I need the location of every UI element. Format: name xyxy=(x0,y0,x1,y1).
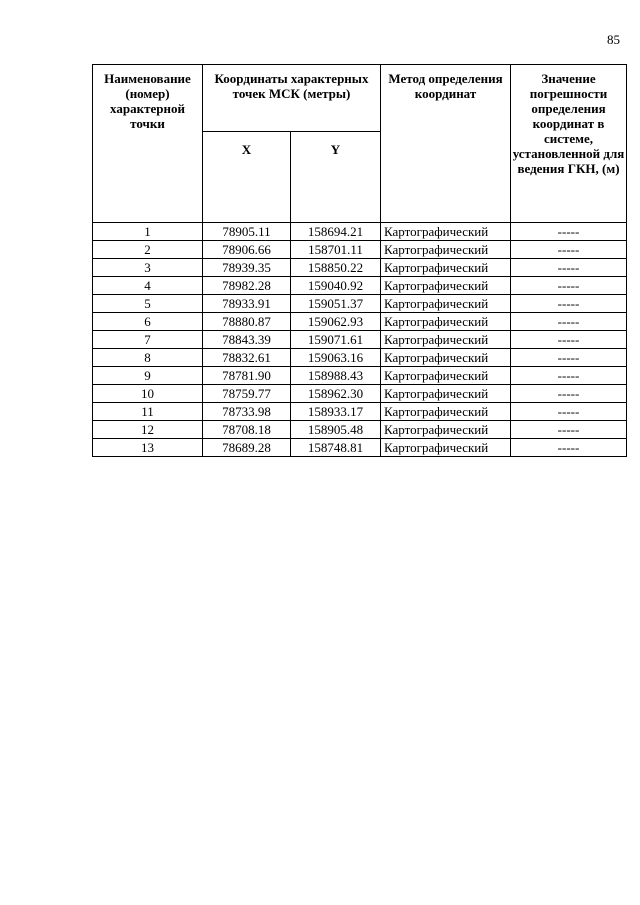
cell-x: 78733.98 xyxy=(203,403,291,421)
table-row xyxy=(93,439,627,457)
table-row xyxy=(93,403,627,421)
cell-x: 78906.66 xyxy=(203,241,291,259)
header-error: Значение погрешности определения координат в системе, установленной для ведения ГКН, (м) xyxy=(511,65,627,223)
cell-point-number: 13 xyxy=(93,439,203,457)
cell-y: 158933.17 xyxy=(291,403,381,421)
cell-point-number: 2 xyxy=(93,241,203,259)
cell-point-number: 9 xyxy=(93,367,203,385)
cell-point-number: 3 xyxy=(93,259,203,277)
header-point-name: Наименование (номер) характерной точки xyxy=(93,65,203,223)
cell-error: ----- xyxy=(511,349,627,367)
cell-x: 78689.28 xyxy=(203,439,291,457)
cell-error: ----- xyxy=(511,367,627,385)
cell-y: 158962.30 xyxy=(291,385,381,403)
cell-method: Картографический xyxy=(381,403,511,421)
cell-error: ----- xyxy=(511,313,627,331)
cell-method: Картографический xyxy=(381,421,511,439)
table-row xyxy=(93,385,627,403)
header-x: X xyxy=(203,132,291,223)
cell-error: ----- xyxy=(511,223,627,241)
cell-method: Картографический xyxy=(381,295,511,313)
cell-error: ----- xyxy=(511,277,627,295)
table-header xyxy=(93,65,627,223)
table-row xyxy=(93,277,627,295)
table-row xyxy=(93,241,627,259)
cell-point-number: 11 xyxy=(93,403,203,421)
cell-point-number: 12 xyxy=(93,421,203,439)
cell-error: ----- xyxy=(511,439,627,457)
table-row xyxy=(93,223,627,241)
cell-error: ----- xyxy=(511,241,627,259)
cell-x: 78905.11 xyxy=(203,223,291,241)
cell-method: Картографический xyxy=(381,259,511,277)
table-row xyxy=(93,313,627,331)
table-row xyxy=(93,259,627,277)
table-row xyxy=(93,295,627,313)
cell-y: 158748.81 xyxy=(291,439,381,457)
cell-error: ----- xyxy=(511,403,627,421)
cell-y: 158850.22 xyxy=(291,259,381,277)
cell-method: Картографический xyxy=(381,349,511,367)
cell-y: 158701.11 xyxy=(291,241,381,259)
cell-point-number: 10 xyxy=(93,385,203,403)
cell-error: ----- xyxy=(511,259,627,277)
header-y: Y xyxy=(291,132,381,223)
table-row xyxy=(93,421,627,439)
table-row xyxy=(93,331,627,349)
cell-x: 78781.90 xyxy=(203,367,291,385)
cell-y: 159040.92 xyxy=(291,277,381,295)
cell-x: 78933.91 xyxy=(203,295,291,313)
cell-y: 159071.61 xyxy=(291,331,381,349)
cell-method: Картографический xyxy=(381,439,511,457)
cell-method: Картографический xyxy=(381,331,511,349)
coordinates-table xyxy=(92,64,627,457)
cell-x: 78880.87 xyxy=(203,313,291,331)
cell-point-number: 8 xyxy=(93,349,203,367)
table-row xyxy=(93,349,627,367)
cell-point-number: 4 xyxy=(93,277,203,295)
cell-method: Картографический xyxy=(381,367,511,385)
cell-x: 78939.35 xyxy=(203,259,291,277)
cell-method: Картографический xyxy=(381,241,511,259)
cell-point-number: 6 xyxy=(93,313,203,331)
cell-y: 159062.93 xyxy=(291,313,381,331)
cell-error: ----- xyxy=(511,295,627,313)
cell-y: 158694.21 xyxy=(291,223,381,241)
cell-point-number: 5 xyxy=(93,295,203,313)
cell-point-number: 1 xyxy=(93,223,203,241)
cell-x: 78832.61 xyxy=(203,349,291,367)
cell-y: 159063.16 xyxy=(291,349,381,367)
cell-point-number: 7 xyxy=(93,331,203,349)
cell-error: ----- xyxy=(511,385,627,403)
cell-y: 158905.48 xyxy=(291,421,381,439)
page-number: 85 xyxy=(607,32,620,47)
table-body xyxy=(93,223,627,457)
header-coordinates: Координаты характерных точек МСК (метры) xyxy=(203,65,381,132)
cell-method: Картографический xyxy=(381,385,511,403)
cell-method: Картографический xyxy=(381,313,511,331)
cell-method: Картографический xyxy=(381,223,511,241)
cell-y: 158988.43 xyxy=(291,367,381,385)
header-method: Метод определения координат xyxy=(381,65,511,223)
cell-x: 78759.77 xyxy=(203,385,291,403)
cell-method: Картографический xyxy=(381,277,511,295)
cell-x: 78708.18 xyxy=(203,421,291,439)
cell-error: ----- xyxy=(511,421,627,439)
cell-error: ----- xyxy=(511,331,627,349)
cell-x: 78843.39 xyxy=(203,331,291,349)
table-row xyxy=(93,367,627,385)
cell-y: 159051.37 xyxy=(291,295,381,313)
cell-x: 78982.28 xyxy=(203,277,291,295)
